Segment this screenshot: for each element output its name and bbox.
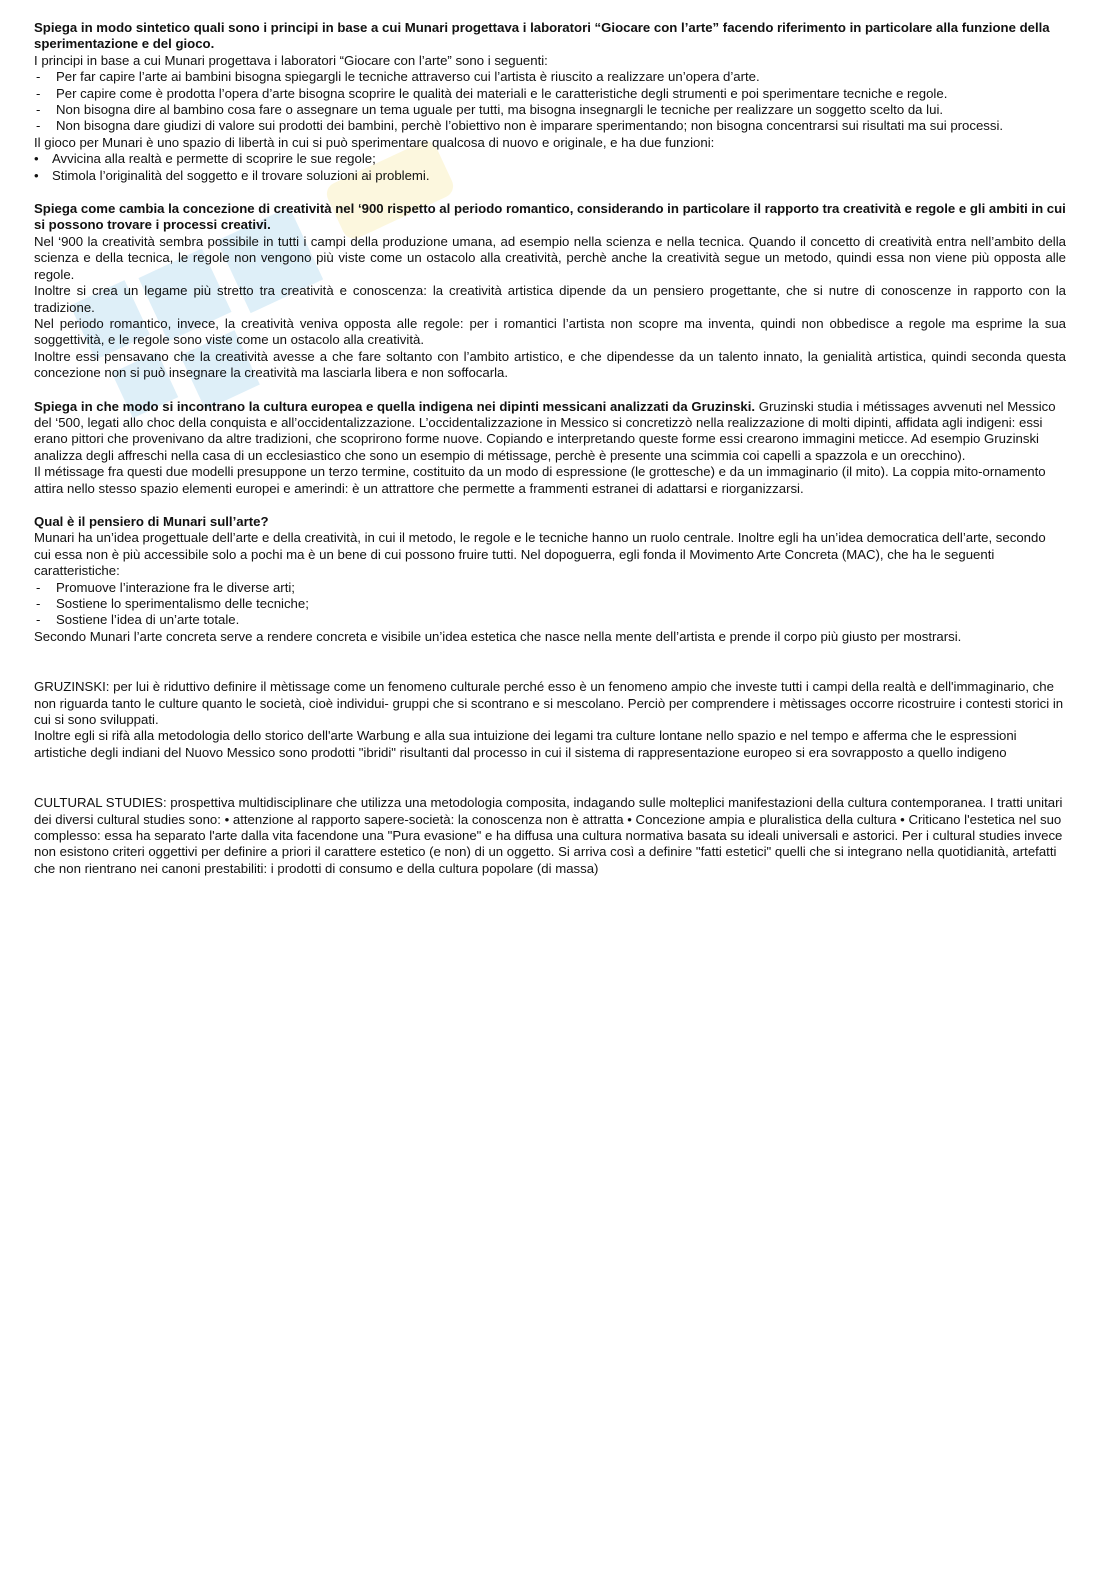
dash-marker: - bbox=[36, 612, 41, 628]
paragraph: Inoltre si crea un legame più stretto tra creatività e conoscenza: la creatività artistica dipende da un pensiero progettante, che si nutre di conoscenze in rapporto con la tradizione. bbox=[34, 283, 1066, 315]
list-item-text: Sostiene lo sperimentalismo delle tecniche; bbox=[56, 596, 309, 611]
list-item-text: Per far capire l’arte ai bambini bisogna spiegargli le tecniche attraverso cui l’artista è riuscito a realizzare un’opera d’arte. bbox=[56, 69, 760, 85]
dash-marker: - bbox=[36, 596, 41, 611]
list-item-text: Sostiene l’idea di un’arte totale. bbox=[56, 612, 240, 628]
principles-list bbox=[34, 69, 1066, 135]
section-munari-arte bbox=[34, 514, 1066, 645]
list-item bbox=[34, 69, 1066, 85]
question-heading: Spiega in che modo si incontrano la cultura europea e quella indigena nei dipinti messicani analizzati da Gruzinski. bbox=[34, 398, 756, 414]
mac-features-list bbox=[34, 580, 1066, 629]
list-item-text: Per capire come è prodotta l’opera d’arte bisogna scoprire le qualità dei materiali e le caratteristiche degli strumenti e poi sperimentare tecniche e regole. bbox=[56, 85, 948, 101]
question-heading: Spiega in modo sintetico quali sono i principi in base a cui Munari progettava i laboratori “Giocare con l’arte” facendo riferimento in particolare alla funzione della sperimentazione e del gioco. bbox=[34, 20, 1050, 52]
dash-marker: - bbox=[36, 579, 41, 595]
question-heading: Qual è il pensiero di Munari sull’arte? bbox=[34, 513, 269, 529]
paragraph: Inoltre essi pensavano che la creatività avesse a che fare soltanto con l’ambito artistico, e che dipendesse da un talento innato, la genialità artistica, quindi seconda questa concezione non si può insegnare la creatività ma lasciarla libera e non soffocarla. bbox=[34, 348, 1066, 381]
game-functions-list bbox=[34, 151, 1066, 184]
paragraph: Inoltre egli si rifà alla metodologia dello storico dell'arte Warbung e alla sua intuizione dei legami tra culture lontane nello spazio e nel tempo e afferma che le espressioni artistiche degli indiani del Nuovo Messico sono prodotti "ibridi" risultanti dal processo in cui il sistema di rappresentazione europeo si era sovrapposto a quello indigeno bbox=[34, 728, 1017, 760]
list-item-text: Non bisogna dire al bambino cosa fare o assegnare un tema uguale per tutti, ma bisogna insegnargli le tecniche per realizzare un soggetto scelto da lui. bbox=[56, 102, 944, 118]
paragraph: Il gioco per Munari è uno spazio di libertà in cui si può sperimentare qualcosa di nuovo e originale, e ha due funzioni: bbox=[34, 134, 715, 150]
paragraph: Nel ‘900 la creatività sembra possibile in tutti i campi della produzione umana, ad esempio nella scienza e nella tecnica. Quando il concetto di creatività entra nell’ambito della scienza e della tecnica, le regole non vengono più viste come un ostacolo alla creatività, perchè anche la creatività segue un metodo, quindi essa non viene più opposta alle regole. bbox=[34, 233, 1066, 282]
question-heading: Spiega come cambia la concezione di creatività nel ‘900 rispetto al periodo romantico, considerando in particolare il rapporto tra creatività e regole e gli ambiti in cui si possono trovare i processi creativi. bbox=[34, 201, 1066, 233]
list-item-text: Stimola l’originalità del soggetto e il trovare soluzioni ai problemi. bbox=[52, 167, 430, 183]
paragraph bbox=[34, 399, 1066, 465]
list-item bbox=[34, 86, 1066, 102]
section-gruzinski-dipinti bbox=[34, 399, 1066, 497]
list-item bbox=[34, 151, 1066, 167]
dash-marker: - bbox=[36, 69, 41, 85]
paragraph: GRUZINSKI: per lui è riduttivo definire il mètissage come un fenomeno culturale perché esso è un fenomeno ampio che investe tutti i campi della realtà e dell'immaginario, che non riguarda tanto le culture quanto le società, cioè individui- gruppi che si scontrano e si mescolano. Perciò per comprendere i mètissages occorre ricostruire i contesti storici in cui si sono sviluppati. bbox=[34, 679, 1064, 728]
paragraph-text: Gruzinski studia i métissages avvenuti nel Messico del ‘500, legati allo choc della conquista e all’occidentalizzazione. L’occidentalizzazione in Messico si concretizzò nella realizzazione di molti dipinti, affidata agli indigeni: essi erano pittori che provenivano da altre tradizioni, che scoprirono forme nuove. Copiando e interpretando queste forme essi crearono immagini meticce. Ad esempio Gruzinski analizza degli affreschi nella casa di un ecclesiastico che sono un esempio di métissage, perchè è presente una scimmia coi capelli a spazzola e un orecchino). bbox=[34, 398, 1056, 463]
paragraph: Secondo Munari l’arte concreta serve a rendere concreta e visibile un’idea estetica che nasce nella mente dell’artista e prende il corpo più giusto per mostrarsi. bbox=[34, 628, 962, 644]
list-item-text: Promuove l’interazione fra le diverse arti; bbox=[56, 579, 295, 595]
paragraph: Il métissage fra questi due modelli presuppone un terzo termine, costituito da un modo di espressione (le grottesche) e da un immaginario (il mito). La coppia mito-ornamento attira nello stesso spazio elementi europei e amerindi: è un attrattore che permette a frammenti estranei di adattarsi e riorganizzarsi. bbox=[34, 464, 1046, 496]
section-gruzinski-note bbox=[34, 679, 1066, 761]
paragraph: Munari ha un’idea progettuale dell’arte e della creatività, in cui il metodo, le regole e le tecniche hanno un ruolo centrale. Inoltre egli ha un’idea democratica dell’arte, secondo cui essa non è più accessibile solo a pochi ma è un bene di cui possono fruire tutti. Nel dopoguerra, egli fonda il Movimento Arte Concreta (MAC), che ha le seguenti caratteristiche: bbox=[34, 530, 1046, 579]
list-item bbox=[34, 612, 1066, 628]
dash-marker: - bbox=[36, 118, 41, 134]
section-cultural-studies bbox=[34, 795, 1066, 877]
list-item-text: Avvicina alla realtà e permette di scoprire le sue regole; bbox=[52, 151, 376, 167]
list-item bbox=[34, 580, 1066, 596]
list-item bbox=[34, 168, 1066, 184]
list-item bbox=[34, 596, 1066, 612]
list-item bbox=[34, 102, 1066, 118]
paragraph: CULTURAL STUDIES: prospettiva multidisciplinare che utilizza una metodologia composita, indagando sulle molteplici manifestazioni della cultura contemporanea. I tratti unitari dei diversi cultural studies sono: • attenzione al rapporto sapere-società: la conoscenza non è attratta • Concezione ampia e pluralistica della cultura • Criticano l'estetica nel suo complesso: essa ha separato l'arte dalla vita facendone una "Pura evasione" e ha diffusa una cultura normativa basata su ideali universali e astorici. Per i cultural studies invece non esistono criteri oggettivi per definire a priori il carattere estetico (e non) di un oggetto. Si arriva così a definire "fatti estetici" quelli che si integrano nella quotidianità, artefatti che non rientrano nei canoni prestabiliti: i prodotti di consumo e della cultura popolare (di massa) bbox=[34, 795, 1063, 876]
list-item bbox=[34, 118, 1066, 134]
list-item-text: Non bisogna dare giudizi di valore sui prodotti dei bambini, perchè l’obiettivo non è imparare sperimentando; non bisogna concentrarsi sui risultati ma sui processi. bbox=[56, 118, 1004, 134]
bullet-marker: • bbox=[34, 167, 39, 183]
dash-marker: - bbox=[36, 85, 41, 101]
paragraph: I principi in base a cui Munari progettava i laboratori “Giocare con l’arte” sono i seguenti: bbox=[34, 52, 548, 68]
paragraph: Nel periodo romantico, invece, la creatività veniva opposta alle regole: per i romantici l’artista non scopre ma inventa, quindi non obbedisce a regole ma esprime la sua soggettività, e le regole sono viste come un ostacolo alla creatività. bbox=[34, 315, 1066, 348]
section-munari-laboratori bbox=[34, 20, 1066, 184]
section-creativita bbox=[34, 201, 1066, 381]
dash-marker: - bbox=[36, 102, 41, 118]
bullet-marker: • bbox=[34, 151, 39, 167]
